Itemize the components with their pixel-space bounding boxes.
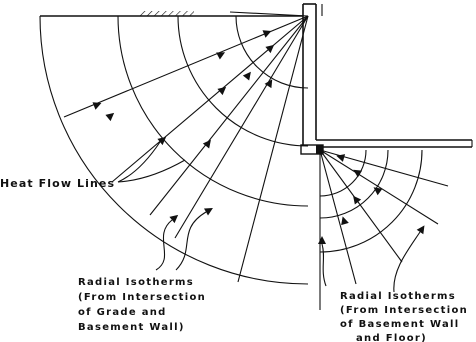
grade-isotherm-line-1: Radial Isotherms (78, 277, 195, 288)
grade-isotherms (40, 0, 476, 284)
grade-isotherm-pointers (156, 205, 215, 270)
grade-isotherm-line-2: (From Intersection (78, 292, 207, 303)
grade-isotherm-label (78, 277, 206, 333)
soil-hatch (140, 11, 194, 16)
basement-floor (316, 140, 472, 147)
grade-heat-flow-lines (64, 12, 308, 282)
heat-flow-label: Heat Flow Lines (0, 177, 116, 190)
floor-isotherm-line-1: Radial Isotherms (340, 291, 457, 302)
floor-isotherm-line-4: and Floor) (356, 333, 428, 342)
floor-isotherm-label (340, 291, 468, 342)
floor-isotherm-line-2: (From Intersection (340, 305, 469, 316)
floor-isotherm-line-3: of Basement Wall (340, 319, 460, 330)
grade-isotherm-line-4: Basement Wall) (78, 322, 185, 333)
heat-flow-arrows (93, 27, 383, 225)
floor-isotherm-pointers (318, 223, 428, 292)
grade-isotherm-line-3: of Grade and (78, 307, 167, 318)
